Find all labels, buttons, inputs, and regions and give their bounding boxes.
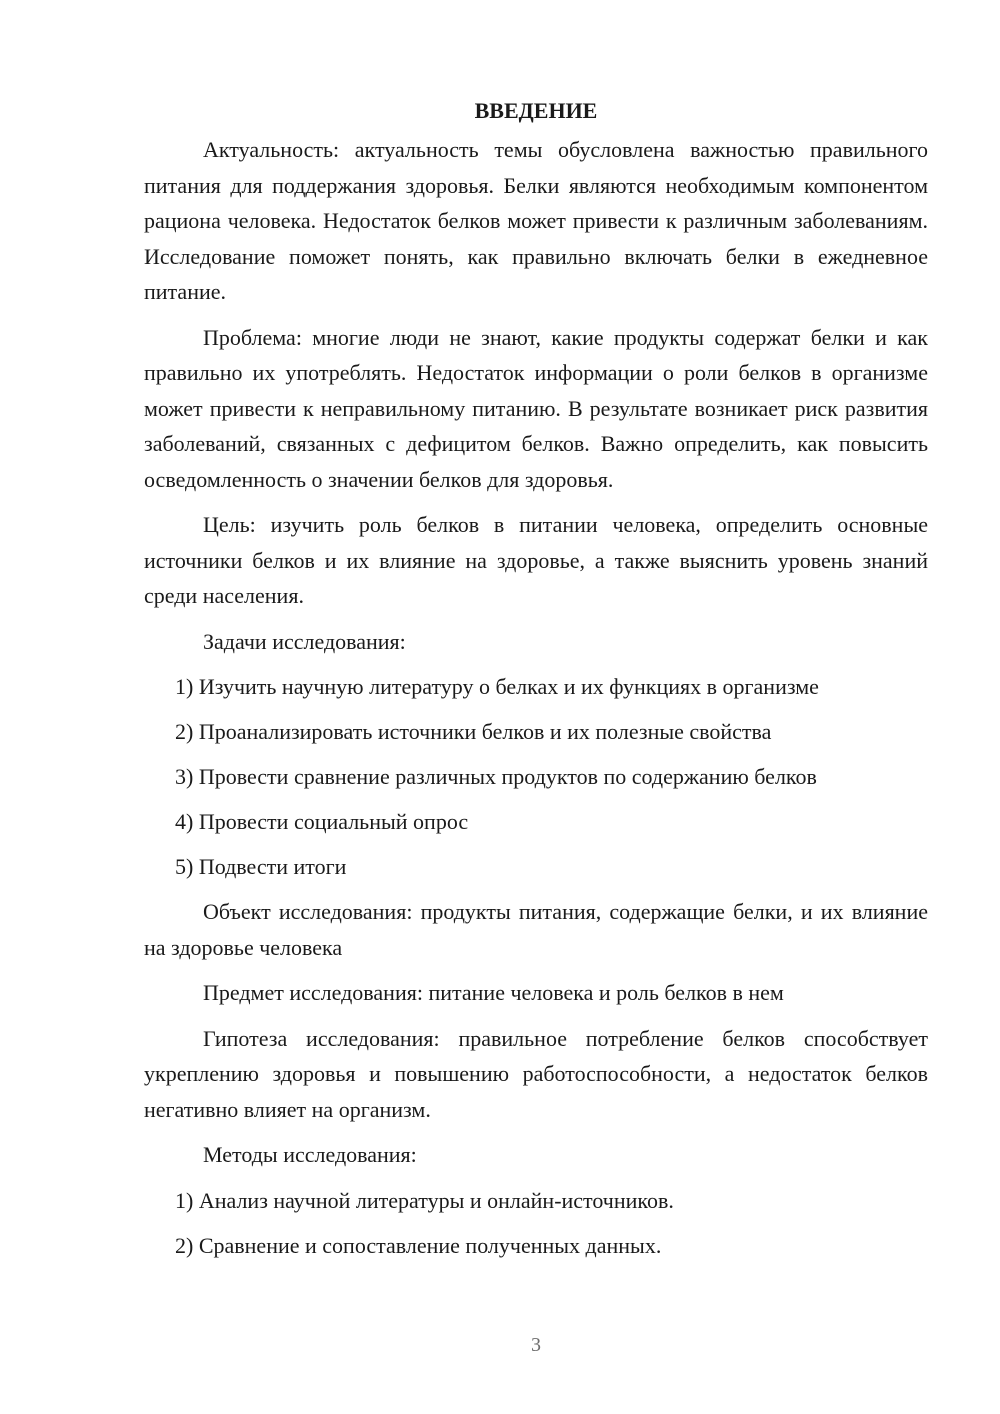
relevance-paragraph: Актуальность: актуальность темы обусловлена важностью правильного питания для поддержания здоровья. Белки являются необходимым компонентом рациона человека. Недостаток белков может привести к различным заболеваниям. Исследование поможет понять, как правильно включать белки в ежедневное питание.	[144, 137, 928, 304]
task-item: 5) Подвести итоги	[175, 854, 347, 879]
task-item: 2) Проанализировать источники белков и их полезные свойства	[175, 719, 772, 744]
subject-paragraph: Предмет исследования: питание человека и роль белков в нем	[203, 980, 784, 1005]
tasks-title: Задачи исследования:	[203, 628, 406, 654]
task-item: 4) Провести социальный опрос	[175, 809, 469, 834]
hypothesis-paragraph: Гипотеза исследования: правильное потребление белков способствует укреплению здоровья и повышению работоспособности, а недостаток белков негативно влияет на организм.	[144, 1025, 928, 1122]
method-item: 1) Анализ научной литературы и онлайн-источников.	[175, 1187, 674, 1213]
goal-paragraph: Цель: изучить роль белков в питании человека, определить основные источники белков и их влияние на здоровье, а также выяснить уровень знаний среди населения.	[144, 512, 928, 608]
methods-title: Методы исследования:	[203, 1142, 417, 1167]
object-paragraph: Объект исследования: продукты питания, содержащие белки, и их влияние на здоровье человека	[144, 899, 928, 960]
task-item: 1) Изучить научную литературу о белках и их функциях в организме	[175, 674, 819, 699]
page-number: 3	[531, 1334, 541, 1356]
document-page	[144, 96, 928, 1273]
page-title: ВВЕДЕНИЕ	[474, 98, 598, 123]
problem-paragraph: Проблема: многие люди не знают, какие продукты содержат белки и как правильно их употреблять. Недостаток информации о роли белков в организме может привести к неправильному питанию. В результате возникает риск развития заболеваний, связанных с дефицитом белков. Важно определить, как повысить осведомленность о значении белков для здоровья.	[144, 324, 928, 492]
method-item: 2) Сравнение и сопоставление полученных данных.	[175, 1232, 662, 1258]
task-item: 3) Провести сравнение различных продуктов по содержанию белков	[175, 764, 817, 789]
